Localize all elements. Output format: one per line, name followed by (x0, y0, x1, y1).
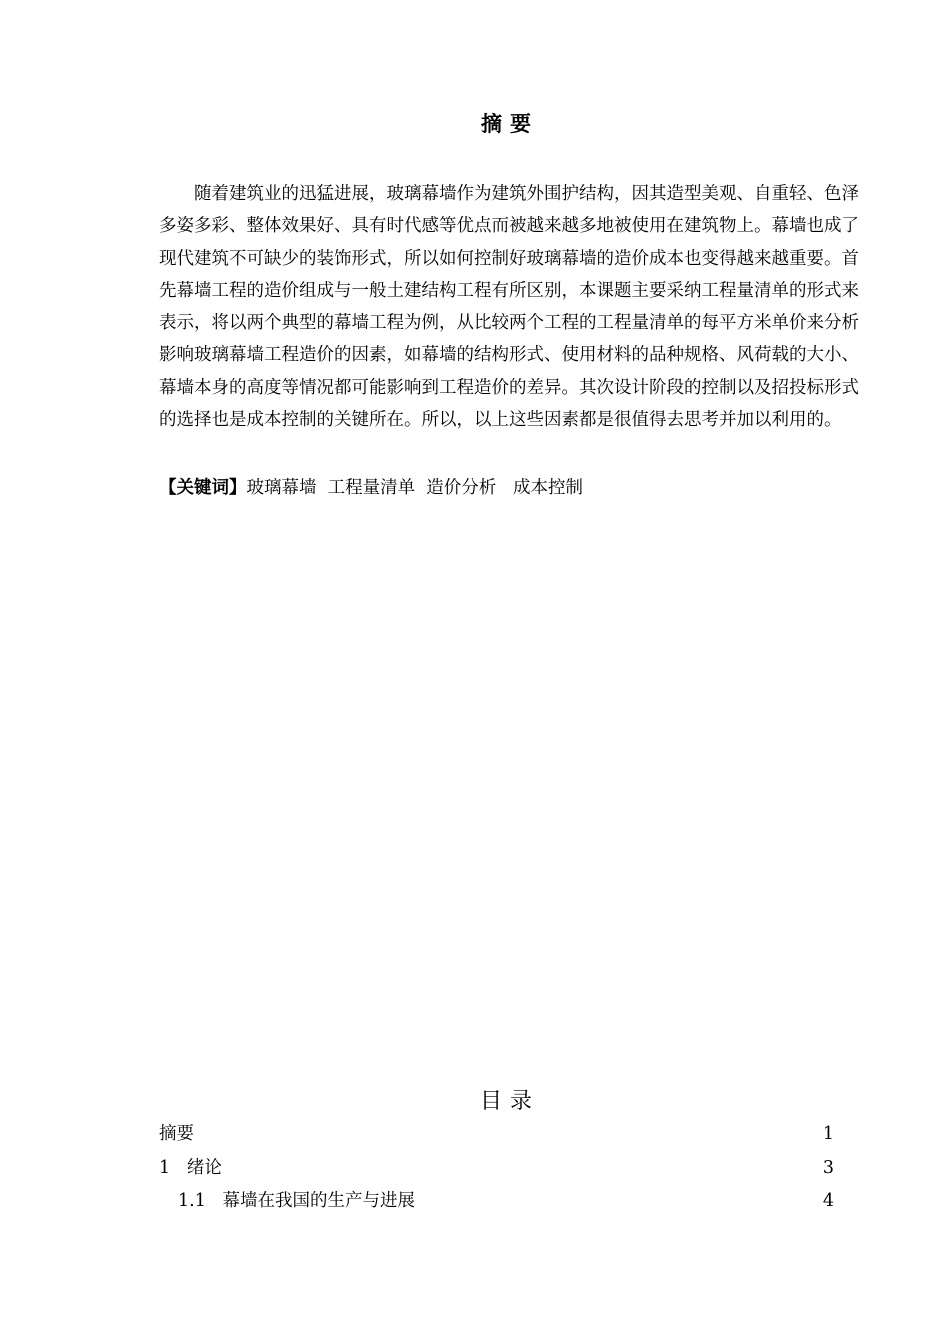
keywords-label: 【关键词】 (159, 478, 247, 498)
toc-item-section-1-1[interactable] (159, 1187, 834, 1221)
toc-item-page: 3 (822, 1157, 834, 1178)
toc-item-label: 1.1 幕墙在我国的生产与进展 (178, 1191, 416, 1211)
toc-title: 目录 (479, 1089, 540, 1114)
abstract-body: 随着建筑业的迅猛进展，玻璃幕墙作为建筑外围护结构，因其造型美观、自重轻、色泽多姿多彩、整体效果好、具有时代感等优点而被越来越多地被使用在建筑物上。幕墙也成了现代建筑不可缺少的装饰形式，所以如何控制好玻璃幕墙的造价成本也变得越来越重要。首先幕墙工程的造价组成与一般土建结构工程有所区别，本课题主要采纳工程量清单的形式来表示，将以两个典型的幕墙工程为例，从比较两个工程的工程量清单的每平方米单价来分析影响玻璃幕墙工程造价的因素，如幕墙的结构形式、使用材料的品种规格、风荷载的大小、幕墙本身的高度等情况都可能影响到工程造价的差异。其次设计阶段的控制以及招投标形式的选择也是成本控制的关键所在。所以，以上这些因素都是很值得去思考并加以利用的。 (159, 184, 859, 431)
toc-item-page: 1 (822, 1124, 834, 1144)
keywords-line (159, 472, 859, 504)
keywords-text: 玻璃幕墙 工程量清单 造价分析 成本控制 (246, 478, 583, 498)
abstract-title: 摘要 (481, 112, 539, 136)
toc-item-page: 4 (822, 1191, 834, 1211)
toc-list (159, 1120, 834, 1221)
toc-item-abstract[interactable] (159, 1120, 834, 1154)
toc-item-introduction[interactable] (159, 1154, 834, 1188)
toc-item-label: 摘要 (159, 1124, 194, 1144)
toc-item-label: 1 绪论 (159, 1157, 222, 1178)
